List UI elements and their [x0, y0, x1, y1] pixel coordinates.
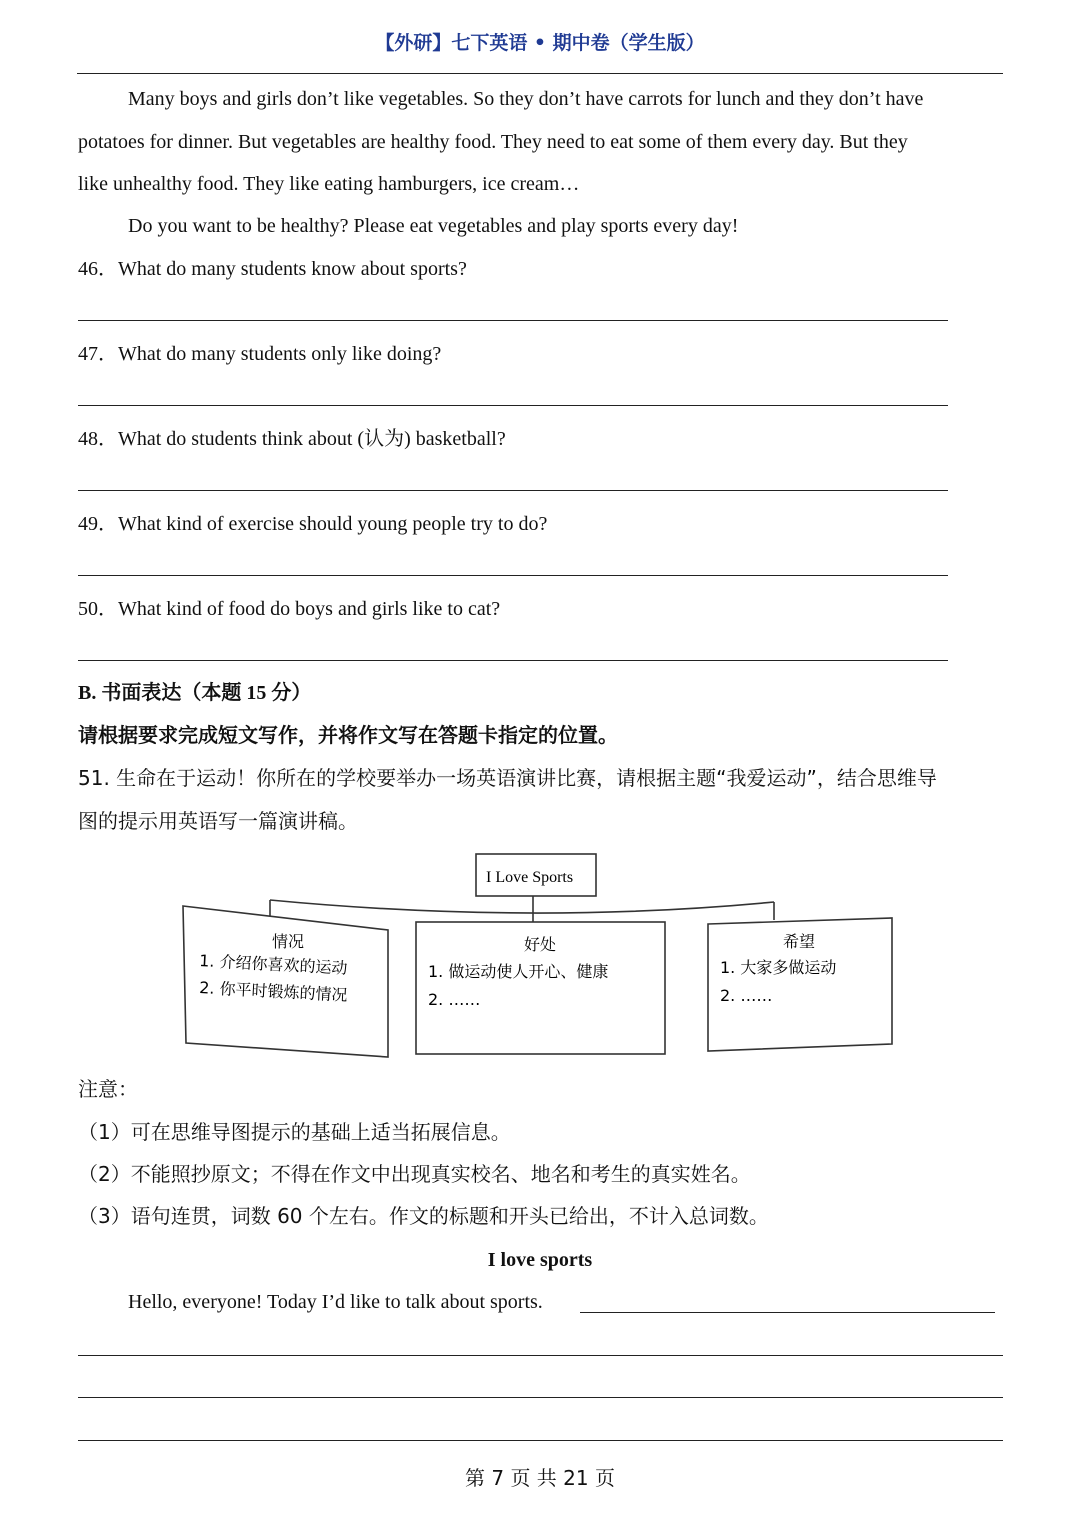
page-number: 第 7 页 共 21 页	[465, 1466, 615, 1490]
question-51-line: 51. 生命在于运动！你所在的学校要举办一场英语演讲比赛，请根据主题“我爱运动”，结合思维导	[78, 766, 937, 790]
essay-answer-line[interactable]	[580, 1312, 995, 1313]
mindmap-box-item: 2. 你平时锻炼的情况	[198, 978, 348, 1005]
essay-opening: Hello, everyone! Today I’d like to talk about sports.	[128, 1291, 543, 1313]
notes-title: 注意：	[78, 1077, 138, 1101]
mindmap-box-item: 1. 做运动使人开心、健康	[428, 962, 609, 981]
section-b-title: B. 书面表达（本题 15 分）	[78, 682, 312, 704]
essay-answer-line[interactable]	[78, 1397, 1003, 1398]
note-item: （3）语句连贯，词数 60 个左右。作文的标题和开头已给出，不计入总词数。	[78, 1204, 769, 1228]
mindmap-box-title: 好处	[524, 935, 557, 954]
passage-line: potatoes for dinner. But vegetables are healthy food. They need to eat some of them every day. But they	[78, 131, 908, 153]
mindmap-box-item: 1. 介绍你喜欢的运动	[198, 951, 348, 978]
note-item: （1）可在思维导图提示的基础上适当拓展信息。	[78, 1120, 511, 1144]
document-header: 【外研】七下英语 • 期中卷（学生版）	[375, 32, 705, 54]
question-49: 49．What kind of exercise should young people try to do?	[78, 513, 548, 535]
mindmap-box-item: 2. ……	[428, 990, 481, 1009]
question-51-line: 图的提示用英语写一篇演讲稿。	[78, 809, 358, 833]
mindmap-box-item: 2. ……	[720, 986, 773, 1005]
question-47: 47．What do many students only like doing?	[78, 343, 442, 365]
essay-answer-line[interactable]	[78, 1440, 1003, 1441]
passage-line: Many boys and girls don’t like vegetables. So they don’t have carrots for lunch and they don’t have	[128, 88, 924, 110]
mindmap-box-title: 情况	[272, 932, 305, 951]
note-item: （2）不能照抄原文；不得在作文中出现真实校名、地名和考生的真实姓名。	[78, 1162, 751, 1186]
passage-line: like unhealthy food. They like eating hamburgers, ice cream…	[78, 173, 580, 195]
mindmap-root-label: I Love Sports	[486, 869, 574, 886]
passage-line: Do you want to be healthy? Please eat vegetables and play sports every day!	[128, 215, 739, 237]
essay-answer-line[interactable]	[78, 1355, 1003, 1356]
question-46: 46．What do many students know about sports?	[78, 258, 467, 280]
section-b-instruction: 请根据要求完成短文写作，并将作文写在答题卡指定的位置。	[78, 723, 618, 747]
question-48: 48．What do students think about (认为) basketball?	[78, 428, 506, 450]
mindmap-box-item: 1. 大家多做运动	[720, 958, 837, 977]
question-50: 50．What kind of food do boys and girls like to cat?	[78, 598, 501, 620]
mindmap-box-title: 希望	[783, 932, 816, 951]
essay-title: I love sports	[487, 1249, 593, 1271]
